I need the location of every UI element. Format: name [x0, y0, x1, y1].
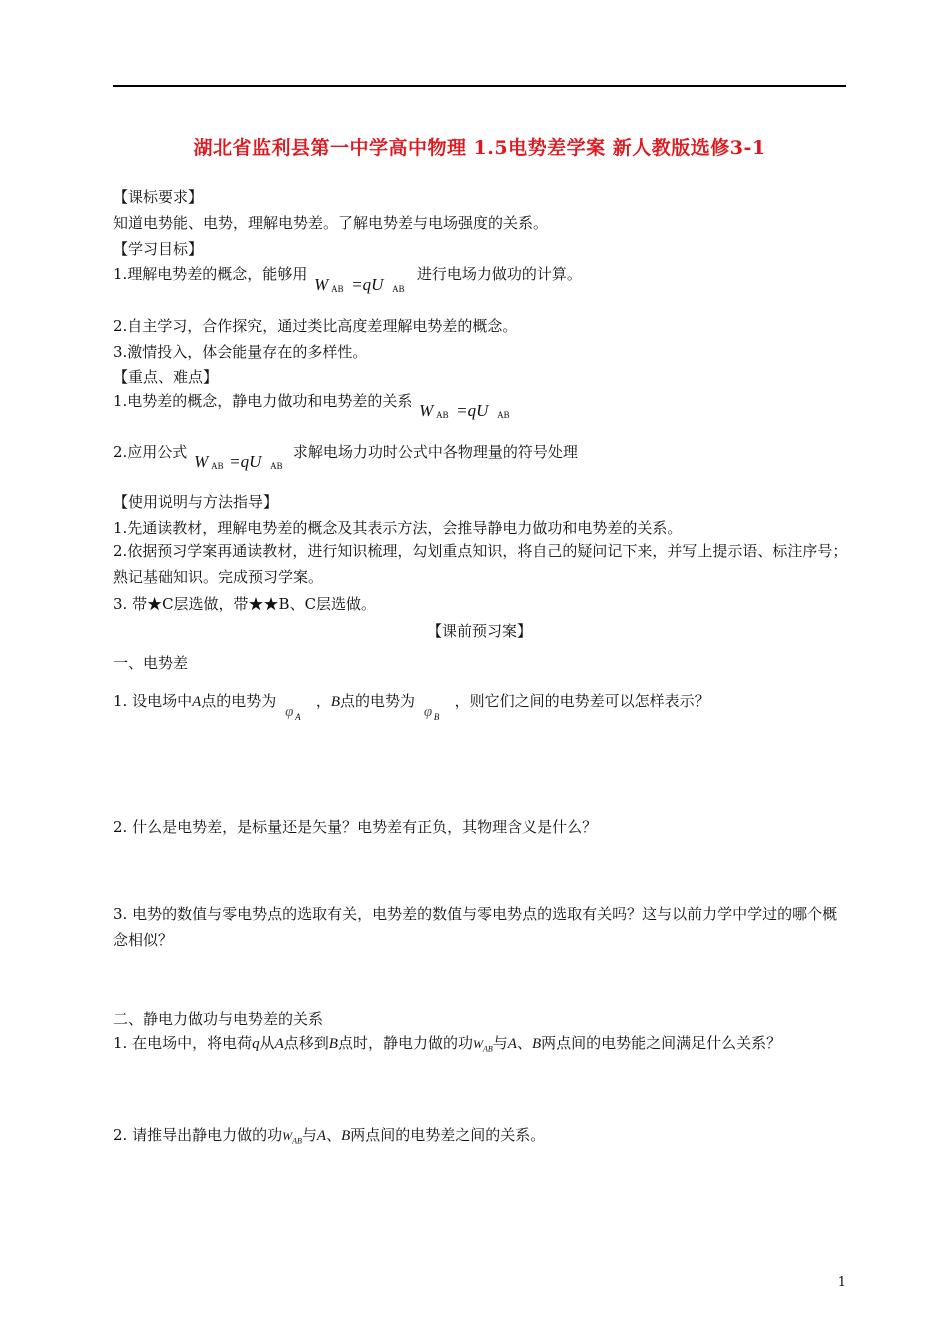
goal-2: 2.自主学习，合作探究，通过类比高度差理解电势差的概念。 — [113, 317, 518, 335]
q21-g: 两点间的电势能之间满足什么关系？ — [541, 1034, 782, 1052]
q11-a: 1. 设电场中 — [113, 692, 193, 710]
part-2-header: 二、静电力做功与电势差的关系 — [113, 1010, 324, 1028]
q11-e: ，则它们之间的电势差可以怎样表示？ — [454, 692, 710, 710]
formula-sub-ab: AB — [331, 284, 344, 294]
point-b-2: B — [531, 1036, 542, 1052]
formula-qu: =qU — [229, 452, 262, 471]
formula-w: W — [419, 401, 434, 420]
formula-w: W — [314, 275, 329, 294]
w-ab-inline — [472, 1037, 493, 1054]
key-2 — [113, 441, 578, 471]
point-b: B — [341, 1128, 351, 1144]
ab-small-sub: AB — [482, 1044, 493, 1054]
point-a-2: A — [507, 1036, 517, 1052]
preview-header: 【课前预习案】 — [426, 622, 532, 640]
ab-small-sub: AB — [292, 1136, 302, 1146]
q21-d: 点时，静电力做的功 — [337, 1034, 473, 1052]
goal-1-text-a: 1.理解电势差的概念，能够用 — [113, 265, 308, 283]
charge-q: q — [252, 1036, 260, 1052]
phi-b — [420, 690, 450, 722]
goals-header: 【学习目标】 — [113, 240, 204, 258]
key-1 — [113, 390, 517, 420]
formula-qu: =qU — [456, 401, 489, 420]
key-2-text-b: 求解电场力功时公式中各物理量的符号处理 — [292, 443, 578, 461]
q22-c: 、 — [326, 1126, 342, 1144]
point-a: A — [274, 1036, 284, 1052]
part-1-header: 一、电势差 — [113, 654, 189, 672]
question-2-2 — [113, 1124, 545, 1145]
question-1-1 — [113, 690, 710, 722]
q21-f: 、 — [516, 1034, 532, 1052]
q21-e: 与 — [492, 1034, 508, 1052]
q21-a: 1. 在电场中，将电荷 — [113, 1034, 253, 1052]
formula-key1 — [417, 390, 517, 420]
point-b: B — [328, 1036, 338, 1052]
point-a: A — [316, 1128, 327, 1144]
formula-sub-ab-2: AB — [497, 410, 510, 420]
formula-key2 — [192, 441, 288, 471]
curriculum-text: 知道电势能、电势，理解电势差。了解电势差与电场强度的关系。 — [113, 214, 549, 232]
q21-c: 点移到 — [283, 1034, 329, 1052]
goal-1 — [113, 263, 582, 294]
phi-sub-b: B — [433, 712, 440, 722]
formula-sub-ab: AB — [436, 410, 449, 420]
point-a: A — [192, 694, 202, 710]
w-small: W — [472, 1037, 483, 1051]
q21-b: 从 — [259, 1034, 275, 1052]
question-1-2: 2. 什么是电势差，是标量还是矢量？电势差有正负，其物理含义是什么？ — [113, 818, 598, 836]
key-1-text: 1.电势差的概念，静电力做功和电势差的关系 — [113, 392, 413, 410]
formula-sub-ab: AB — [211, 461, 224, 471]
formula-w-ab-qu-ab — [312, 263, 412, 294]
point-b: B — [330, 694, 341, 710]
usage-2: 2.依据预习学案再通读教材，进行知识梳理，勾划重点知识，将自己的疑问记下来，并写上提示语、标注序号；熟记基础知识。完成预习学案。 — [113, 542, 848, 586]
curriculum-header: 【课标要求】 — [113, 188, 204, 206]
q11-d: 点的电势为 — [340, 692, 416, 710]
w-ab-inline — [282, 1129, 302, 1146]
header-rule — [113, 85, 846, 87]
w-small: W — [282, 1129, 293, 1143]
goal-3: 3.激情投入，体会能量存在的多样性。 — [113, 343, 368, 361]
key-2-text-a: 2.应用公式 — [113, 443, 188, 461]
q22-b: 与 — [301, 1126, 317, 1144]
q22-d: 两点间的电势差之间的关系。 — [350, 1126, 546, 1144]
usage-1: 1.先通读教材，理解电势差的概念及其表示方法，会推导静电力做功和电势差的关系。 — [113, 519, 683, 537]
phi-sub-a: A — [295, 712, 301, 722]
page-number: 1 — [837, 1275, 846, 1290]
formula-qu: =qU — [351, 275, 384, 294]
key-header: 【重点、难点】 — [113, 368, 219, 386]
formula-w: W — [194, 452, 209, 471]
question-1-3: 3. 电势的数值与零电势点的选取有关，电势差的数值与零电势点的选取有关吗？这与以前力学中学过的哪个概念相似？ — [113, 905, 838, 949]
phi-symbol: φ — [423, 704, 433, 720]
usage-header: 【使用说明与方法指导】 — [113, 493, 279, 511]
question-2-1 — [113, 1030, 848, 1062]
document-title: 湖北省监利县第一中学高中物理 1.5电势差学案 新人教版选修3-1 — [193, 137, 766, 159]
phi-symbol: φ — [285, 704, 294, 720]
usage-3: 3. 带★C层选做，带★★B、C层选做。 — [113, 595, 377, 613]
goal-1-text-b: 进行电场力做功的计算。 — [416, 265, 582, 283]
formula-sub-ab-2: AB — [392, 284, 405, 294]
formula-sub-ab-2: AB — [270, 461, 283, 471]
q11-c: ， — [315, 692, 331, 710]
q22-a: 2. 请推导出静电力做的功 — [113, 1126, 283, 1144]
q11-b: 点的电势为 — [201, 692, 277, 710]
phi-a — [281, 690, 311, 722]
